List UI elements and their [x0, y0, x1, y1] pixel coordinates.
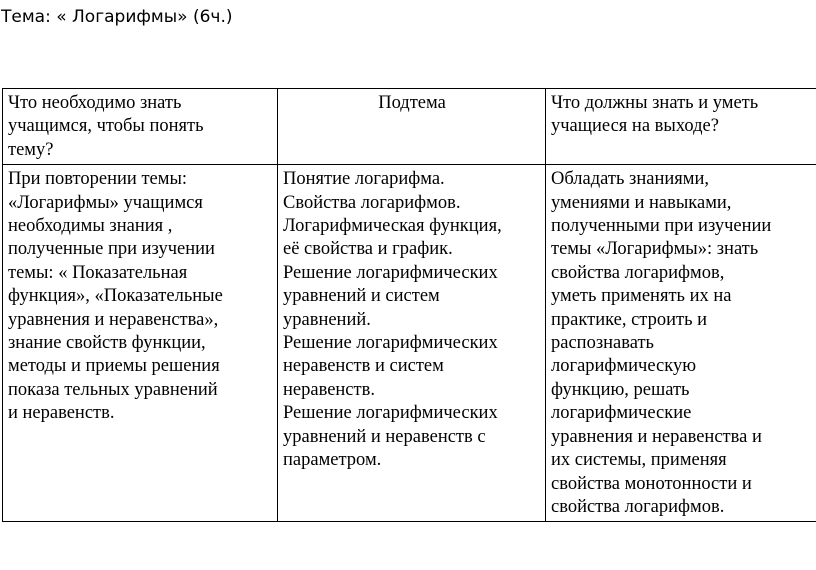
text-line: практике, строить и — [551, 309, 708, 330]
text-line: уравнений. — [283, 309, 371, 330]
content-row — [3, 165, 816, 522]
cell-outcomes — [546, 165, 816, 522]
header-line: Что необходимо знать — [8, 93, 182, 113]
text-line: логарифмические — [551, 403, 692, 424]
text-line: полученными при изучении — [551, 216, 772, 237]
text-line: «Логарифмы» учащимся — [8, 192, 203, 213]
text-line: неравенств и систем — [283, 356, 444, 377]
text-line: распознавать — [551, 333, 654, 354]
topic-table — [2, 88, 816, 522]
text-line: свойства логарифмов, — [551, 262, 725, 283]
header-line: тему? — [8, 139, 54, 160]
text-line: неравенств. — [283, 379, 375, 400]
text-line: функция», «Показательные — [8, 286, 223, 307]
text-line: необходимы знания , — [8, 216, 173, 237]
header-line: учащиеся на выходе? — [551, 116, 719, 137]
text-line: темы «Логарифмы»: знать — [551, 239, 759, 260]
text-line: уметь применять их на — [551, 286, 732, 307]
header-line: Подтема — [378, 93, 446, 113]
header-cell-outcomes — [546, 89, 816, 165]
header-line: учащимся, чтобы понять — [8, 116, 204, 137]
text-line: Решение логарифмических — [283, 403, 498, 424]
header-cell-knowledge — [3, 89, 278, 165]
text-line: Решение логарифмических — [283, 262, 498, 283]
text-line: их системы, применяя — [551, 450, 727, 471]
header-row — [3, 89, 816, 165]
page-title: Тема: « Логарифмы» (6ч.) — [1, 7, 233, 27]
text-line: Логарифмическая функция, — [283, 216, 502, 237]
header-cell-subtopic — [278, 89, 546, 165]
text-line: параметром. — [283, 450, 382, 471]
text-line: Обладать знаниями, — [551, 169, 710, 190]
cell-prerequisites — [3, 165, 278, 522]
text-line: свойства логарифмов. — [551, 496, 725, 517]
text-line: Решение логарифмических — [283, 333, 498, 354]
text-line: Свойства логарифмов. — [283, 192, 461, 213]
text-line: методы и приемы решения — [8, 356, 220, 377]
text-line: показа тельных уравнений — [8, 379, 218, 400]
text-line: умениями и навыками, — [551, 192, 732, 213]
text-line: и неравенств. — [8, 403, 115, 424]
text-line: уравнений и неравенств с — [283, 426, 486, 447]
text-line: знание свойств функции, — [8, 333, 206, 354]
text-line: логарифмическую — [551, 356, 697, 377]
text-line: уравнения и неравенства и — [551, 426, 762, 447]
text-line: свойства монотонности и — [551, 473, 752, 494]
cell-subtopics — [278, 165, 546, 522]
text-line: темы: « Показательная — [8, 262, 188, 283]
text-line: уравнений и систем — [283, 286, 440, 307]
text-line: Понятие логарифма. — [283, 169, 445, 190]
text-line: уравнения и неравенства», — [8, 309, 219, 330]
text-line: полученные при изучении — [8, 239, 215, 260]
header-line: Что должны знать и уметь — [551, 93, 759, 113]
text-line: функцию, решать — [551, 379, 690, 400]
text-line: При повторении темы: — [8, 169, 188, 190]
text-line: её свойства и график. — [283, 239, 453, 260]
